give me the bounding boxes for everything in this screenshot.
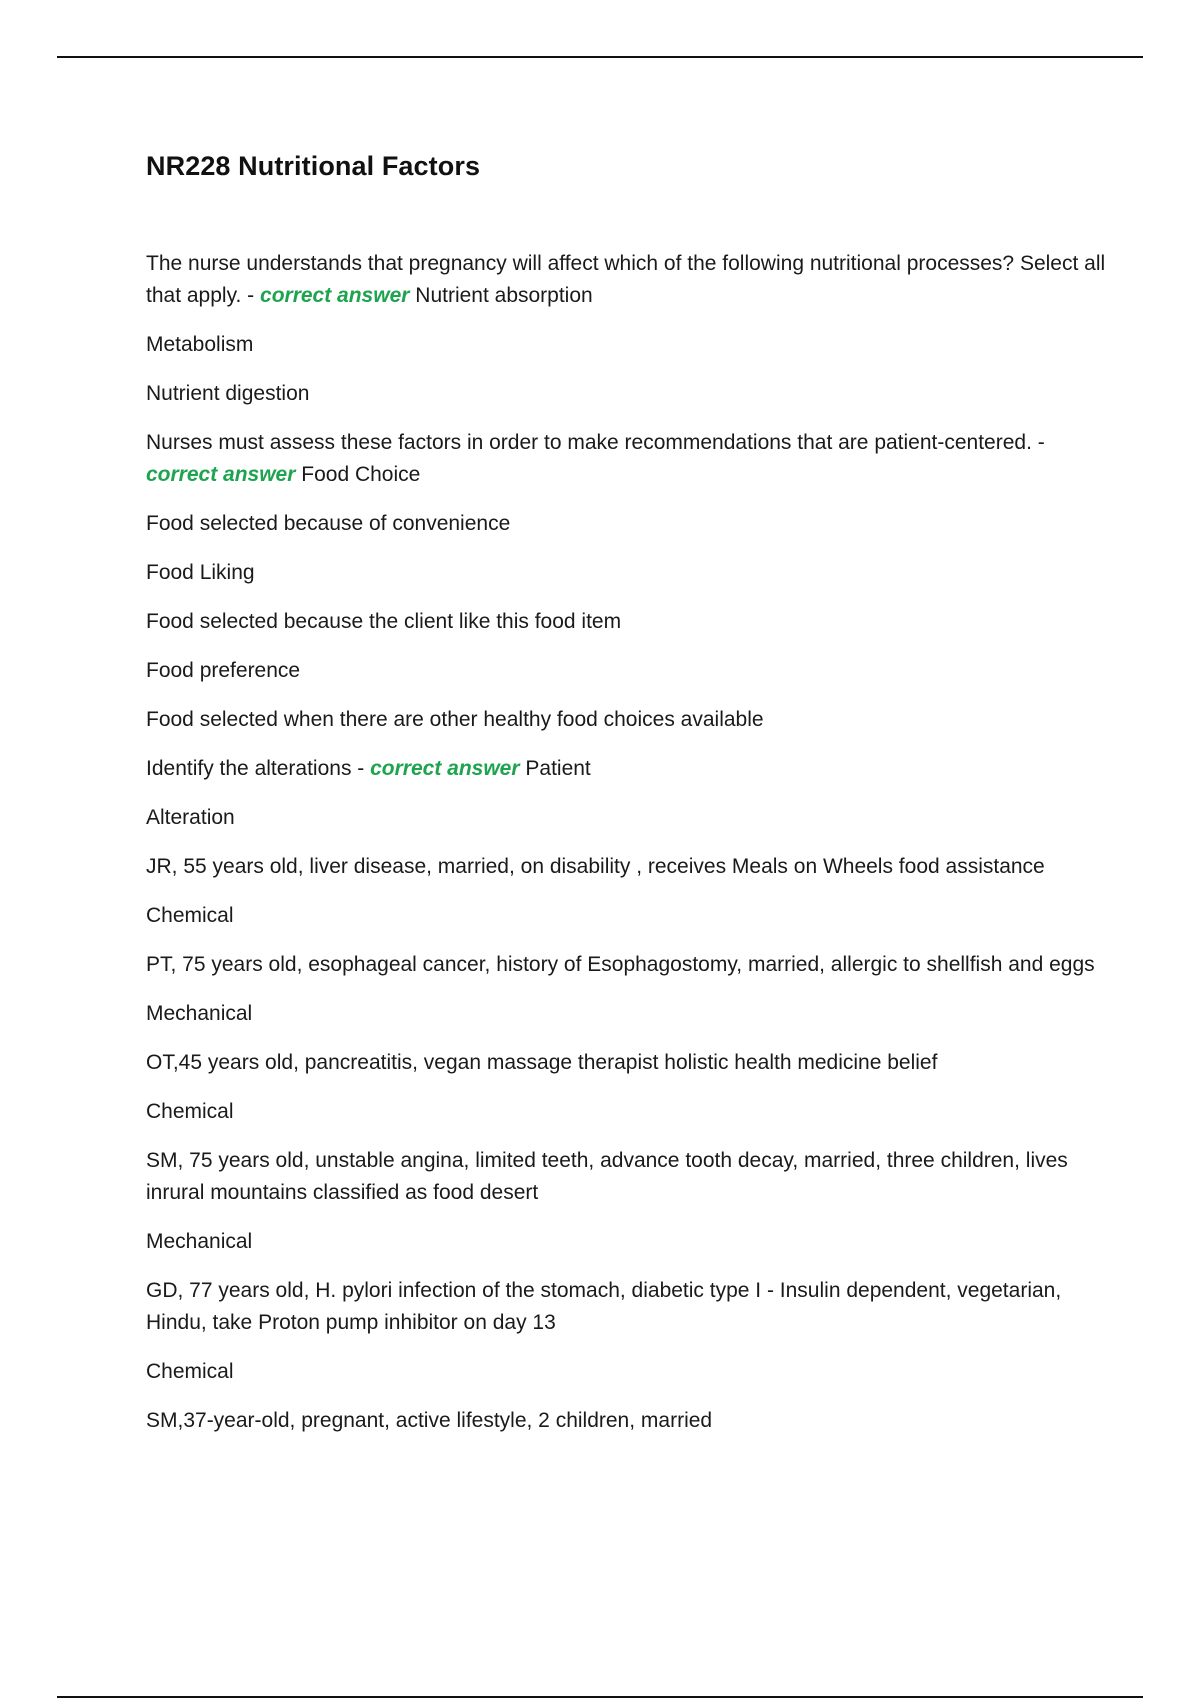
- paragraph: OT,45 years old, pancreatitis, vegan massage therapist holistic health medicine belief: [146, 1051, 938, 1074]
- paragraph: Food selected because the client like this food item: [146, 610, 622, 633]
- paragraph: SM, 75 years old, unstable angina, limited teeth, advance tooth decay, married, three children, lives inrural mountains classified as food desert: [146, 1149, 1068, 1204]
- question-text: Nurses must assess these factors in order to make recommendations that are patient-centered. -: [146, 431, 1045, 454]
- paragraph: Food preference: [146, 659, 301, 682]
- answer-text: Nutrient absorption: [409, 284, 593, 307]
- question-text: Identify the alterations -: [146, 757, 371, 780]
- answer-text: Patient: [519, 757, 591, 780]
- paragraph: Alteration: [146, 806, 235, 829]
- paragraph: GD, 77 years old, H. pylori infection of the stomach, diabetic type I - Insulin dependent, vegetarian, Hindu, take Proton pump inhibitor on day 13: [146, 1279, 1062, 1334]
- paragraph: Food Liking: [146, 561, 255, 584]
- paragraph: Chemical: [146, 904, 234, 927]
- bottom-rule: [57, 1696, 1143, 1698]
- document-content: [146, 146, 1106, 1454]
- answer-text: Food Choice: [295, 463, 421, 486]
- paragraph: Food selected because of convenience: [146, 512, 511, 535]
- paragraph: JR, 55 years old, liver disease, married, on disability , receives Meals on Wheels food assistance: [146, 855, 1045, 878]
- question-text: The nurse understands that pregnancy will affect which of the following nutritional processes? Select all that apply. -: [146, 252, 1106, 307]
- paragraph: Nutrient digestion: [146, 382, 310, 405]
- correct-answer-label: correct answer: [370, 757, 520, 780]
- document-body: [146, 248, 1106, 1437]
- paragraph: Metabolism: [146, 333, 254, 356]
- paragraph: [146, 248, 1106, 312]
- paragraph: Chemical: [146, 1100, 234, 1123]
- paragraph: Food selected when there are other healthy food choices available: [146, 708, 764, 731]
- document-title: NR228 Nutritional Factors: [146, 151, 481, 181]
- paragraph: SM,37-year-old, pregnant, active lifestyle, 2 children, married: [146, 1409, 713, 1432]
- top-rule: [57, 56, 1143, 58]
- paragraph: Mechanical: [146, 1230, 253, 1253]
- paragraph: Chemical: [146, 1360, 234, 1383]
- paragraph: PT, 75 years old, esophageal cancer, history of Esophagostomy, married, allergic to shellfish and eggs: [146, 953, 1095, 976]
- paragraph: Mechanical: [146, 1002, 253, 1025]
- paragraph: [146, 753, 1106, 785]
- correct-answer-label: correct answer: [260, 284, 410, 307]
- paragraph: [146, 427, 1106, 491]
- correct-answer-label: correct answer: [146, 463, 296, 486]
